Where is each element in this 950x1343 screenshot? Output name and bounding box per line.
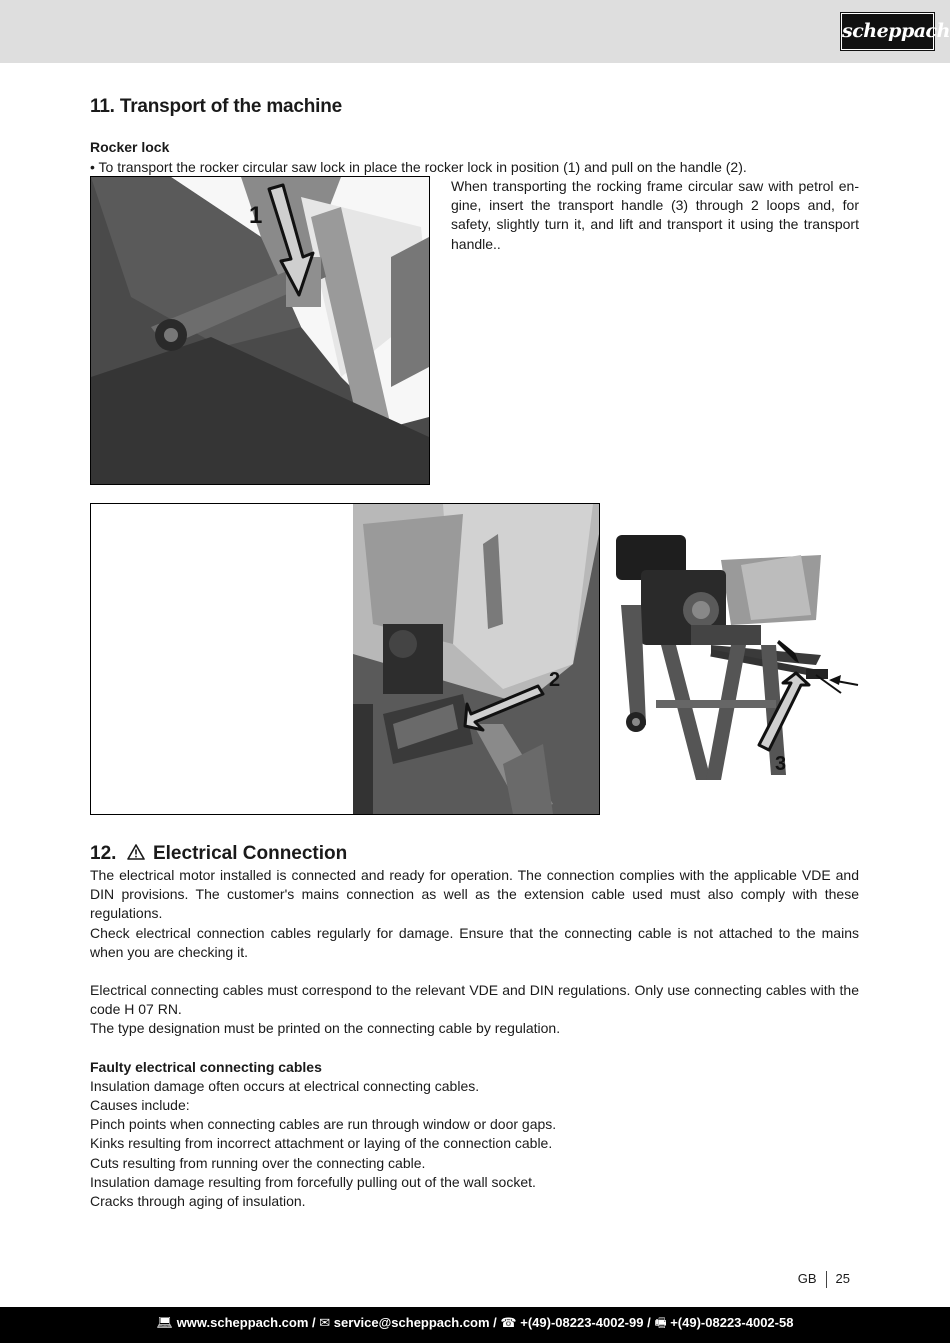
page-number-value: 25 <box>835 1271 850 1286</box>
paragraph: The electrical motor installed is connected and ready for operation. The connection complies with the applicable VDE and DIN provisions. The customer's mains connection as well as the extension cable used must also comply with these regulations. <box>90 867 859 922</box>
faulty-line: Kinks resulting from incorrect attachment or laying of the connection cable. <box>90 1135 553 1152</box>
footer-email[interactable]: service@scheppach.com / <box>333 1315 497 1330</box>
section-12-number: 12. <box>90 843 117 864</box>
electrical-connection-body <box>90 866 859 1211</box>
section-12-title <box>90 843 347 865</box>
faulty-line: Cracks through aging of insulation. <box>90 1193 306 1210</box>
phone-icon: ☎︎ <box>500 1315 517 1330</box>
rocker-lock-photo <box>90 176 430 485</box>
footer-website[interactable]: www.scheppach.com / <box>176 1315 316 1330</box>
scheppach-logo: scheppach <box>841 13 934 50</box>
section-12-title-text: Electrical Connection <box>152 843 348 864</box>
callout-2: 2 <box>549 669 561 691</box>
faulty-line: Cuts resulting from running over the connecting cable. <box>90 1154 426 1171</box>
paragraph: Electrical connecting cables must correspond to the relevant VDE and DIN regulations. Only use connecting cables with the code H 07 RN. <box>90 982 859 1018</box>
footer-bar <box>0 1307 950 1343</box>
header-bar <box>0 0 950 63</box>
callout-1: 1 <box>249 202 263 229</box>
rocker-lock-bullet: • To transport the rocker circular saw lock in place the rocker lock in position (1) and pull on the handle (2). <box>90 159 747 175</box>
petrol-saw-photo <box>601 525 863 800</box>
footer-phone: +(49)-08223-4002-99 / <box>520 1315 651 1330</box>
warning-triangle-icon <box>122 843 153 864</box>
rocker-lock-subtitle: Rocker lock <box>90 139 170 155</box>
mail-icon: ✉︎ <box>319 1315 331 1330</box>
language-code: GB <box>797 1271 817 1286</box>
faulty-line: Insulation damage resulting from forcefully pulling out of the wall socket. <box>90 1173 536 1190</box>
paragraph: Check electrical connection cables regularly for damage. Ensure that the connecting cable is not attached to the mains when you are checking it. <box>90 924 859 960</box>
paragraph: The type designation must be printed on the connecting cable by regulation. <box>90 1020 561 1037</box>
faulty-cables-heading: Faulty electrical connecting cables <box>90 1058 322 1075</box>
section-11-title: 11. Transport of the machine <box>90 96 343 117</box>
footer-fax: +(49)-08223-4002-58 <box>670 1315 794 1330</box>
transport-side-text: When transporting the rocking frame circular saw with petrol en-gine, insert the transport handle (3) through 2 loops and, for safety, slightly turn it, and lift and transport it using the transport handle.. <box>451 178 859 252</box>
faulty-line: Insulation damage often occurs at electrical connecting cables. <box>90 1077 480 1094</box>
faulty-line: Causes include: <box>90 1097 190 1114</box>
handle-photo <box>90 503 600 815</box>
callout-3: 3 <box>775 753 787 775</box>
faulty-line: Pinch points when connecting cables are run through window or door gaps. <box>90 1116 557 1133</box>
fax-icon: 🖷︎ <box>654 1315 667 1330</box>
computer-icon: 💻︎ <box>156 1315 174 1330</box>
page-number <box>798 1271 850 1288</box>
